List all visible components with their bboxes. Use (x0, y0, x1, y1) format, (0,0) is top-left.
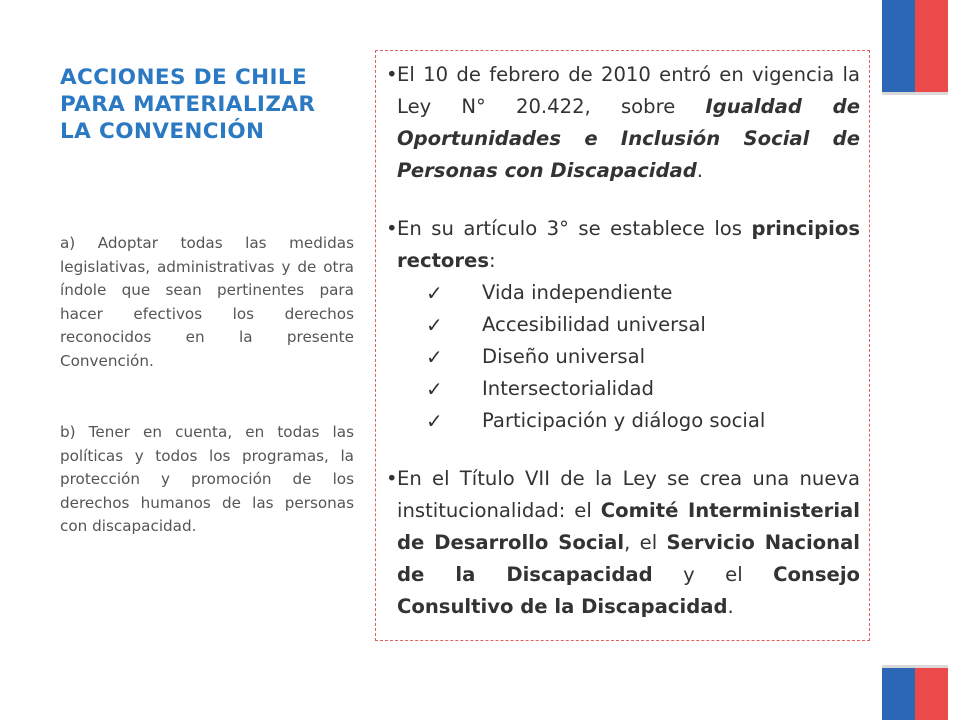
checkmark-icon: ✓ (426, 281, 443, 305)
checkmark-icon: ✓ (426, 377, 443, 401)
chile-flag-decoration-bottom (882, 668, 948, 720)
paragraph-b: b) Tener en cuenta, en todas las políticas y todos los programas, la protección y promoción de los derechos humanos de las personas con discapacidad. (60, 423, 354, 535)
committee-name: Comité Interministerial de Desarrollo Social (397, 499, 860, 554)
chile-flag-decoration-top (882, 0, 948, 92)
bullet-dot-icon: • (386, 63, 398, 86)
checkmark-icon: ✓ (426, 345, 443, 369)
bullet-dot-icon: • (386, 467, 398, 490)
law-info-box (375, 50, 870, 641)
principles-list (386, 277, 860, 437)
national-service-name: Servicio Nacional de la Discapacidad (397, 531, 861, 586)
checkmark-icon: ✓ (426, 409, 443, 433)
flag-red-stripe (915, 0, 948, 92)
flag-red-stripe (915, 668, 948, 720)
list-item: ✓ Vida independiente (386, 277, 860, 309)
list-item: ✓ Diseño universal (386, 341, 860, 373)
list-item: ✓ Participación y diálogo social (386, 405, 860, 437)
list-item: ✓ Intersectorialidad (386, 373, 860, 405)
paragraph-a: a) Adoptar todas las medidas legislativas, administrativas y de otra índole que sean pertinentes para hacer efectivos los derechos reconocidos en la presente Convención. (60, 234, 354, 370)
list-item: ✓ Accesibilidad universal (386, 309, 860, 341)
checkmark-icon: ✓ (426, 313, 443, 337)
bullet-title-vii: • En el Título VII de la Ley se crea una nueva institucionalidad: el Comité Interministerial de Desarrollo Social, el Servicio Nacional de la Discapacidad y el Consejo Consultivo de la Discapacidad. (386, 463, 860, 623)
flag-blue-stripe (882, 668, 915, 720)
flag-blue-stripe (882, 0, 915, 92)
law-name: Igualdad de Oportunidades e Inclusión Social de Personas con Discapacidad (397, 95, 860, 182)
bullet-law-20422: • El 10 de febrero de 2010 entró en vigencia la Ley N° 20.422, sobre Igualdad de Oportunidades e Inclusión Social de Personas con Discapacidad. (386, 59, 860, 187)
guiding-principles-label: principios rectores (397, 217, 860, 272)
advisory-council-name: Consejo Consultivo de la Discapacidad (397, 563, 860, 618)
slide-title: ACCIONES DE CHILE PARA MATERIALIZAR LA CONVENCIÓN (60, 65, 316, 144)
bullet-dot-icon: • (386, 217, 398, 240)
bullet-article-3: • En su artículo 3° se establece los principios rectores: (386, 213, 860, 277)
